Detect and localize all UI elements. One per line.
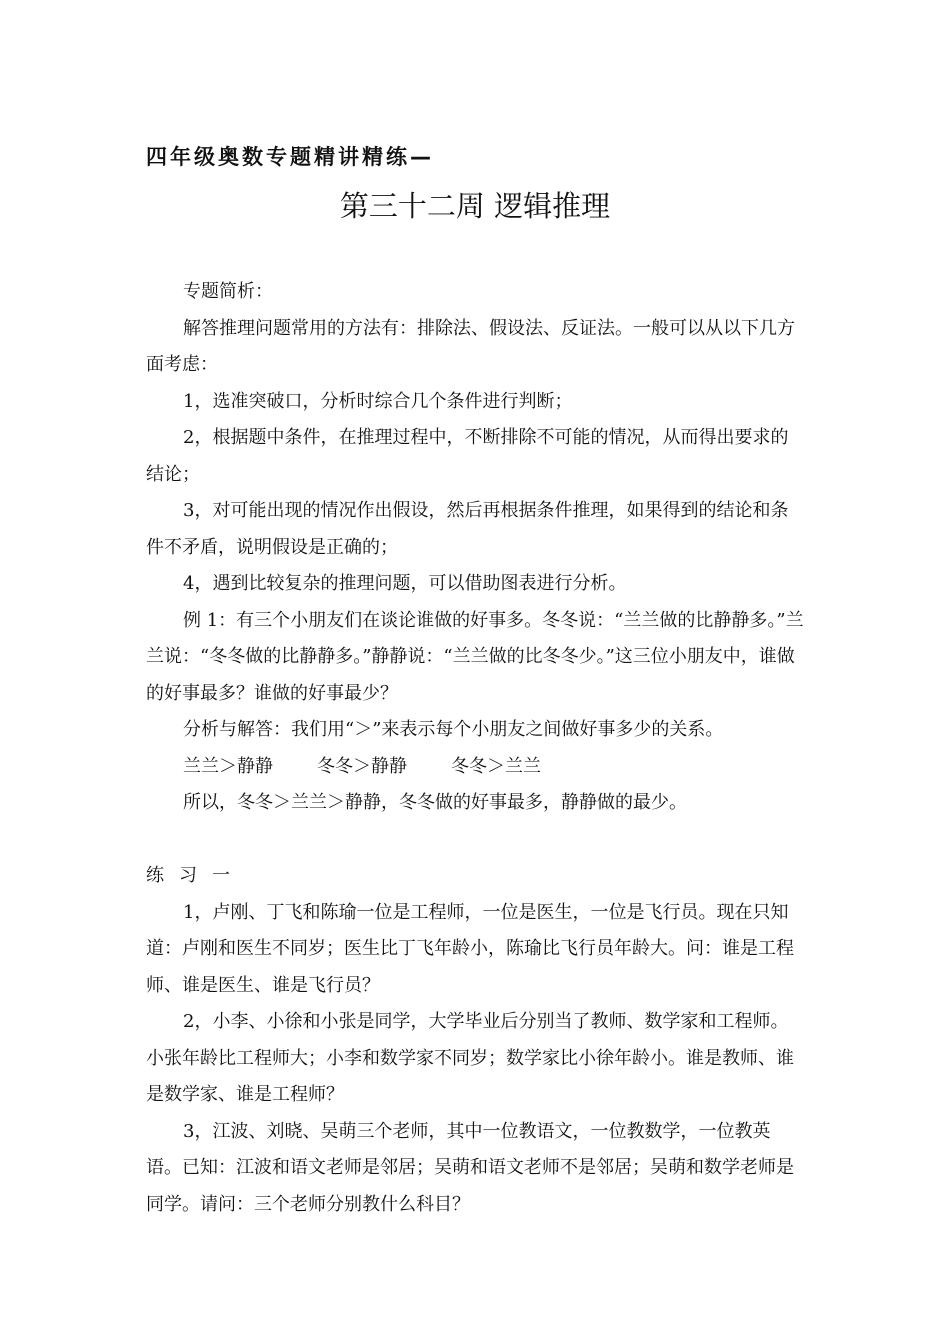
relation-item: 冬冬＞静静 [317,755,407,777]
exercise-problem: 2，小李、小徐和小张是同学，大学毕业后分别当了教师、数学家和工程师。小张年龄比工程师大；小李和数学家不同岁；数学家比小徐年龄小。谁是教师、谁是数学家、谁是工程师？ [146,1011,794,1105]
exercise-problem: 1，卢刚、丁飞和陈瑜一位是工程师，一位是医生，一位是飞行员。现在只知道：卢刚和医生不同岁；医生比丁飞年龄小，陈瑜比飞行员年龄大。问：谁是工程师、谁是医生、谁是飞行员？ [146,901,794,996]
relation-item: 兰兰＞静静 [183,755,273,777]
section-gap [146,822,806,859]
series-title: 四年级奥数专题精讲精练— [146,145,434,169]
example-conclusion: 所以，冬冬＞兰兰＞静静，冬冬做的好事最多，静静做的最少。 [183,792,687,813]
exercise-label: 练习一 [146,865,245,886]
document-body [146,274,806,1223]
method-item: 4，遇到比较复杂的推理问题，可以借助图表进行分析。 [183,573,627,594]
method-item: 1，选准突破口，分析时综合几个条件进行判断； [183,390,573,412]
relation-item: 冬冬＞兰兰 [451,755,541,777]
page-title: 第三十二周 逻辑推理 [339,189,611,223]
intro-paragraph: 解答推理问题常用的方法有：排除法、假设法、反证法。一般可以从以下几方面考虑： [146,317,795,375]
example-question: 例 1：有三个小朋友们在谈论谁做的好事多。冬冬说：“兰兰做的比静静多。”兰兰说：“冬冬做的比静静多。”静静说：“兰兰做的比冬冬少。”这三位小朋友中，谁做的好事最多？谁做的好事最少？ [146,609,804,704]
method-item: 2，根据题中条件，在推理过程中，不断排除不可能的情况，从而得出要求的结论； [146,427,789,485]
exercise-heading [146,858,806,895]
method-item: 3，对可能出现的情况作出假设，然后再根据条件推理，如果得到的结论和条件不矛盾，说明假设是正确的； [146,500,789,558]
exercise-problem: 3，江波、刘晓、吴萌三个老师，其中一位教语文，一位教数学，一位教英语。已知：江波和语文老师是邻居；吴萌和语文老师不是邻居；吴萌和数学老师是同学。请问：三个老师分别教什么科目？ [146,1120,794,1215]
example-analysis: 分析与解答：我们用“＞”来表示每个小朋友之间做好事多少的关系。 [183,719,724,740]
intro-heading: 专题简析： [183,281,273,302]
example-relations [146,749,806,786]
